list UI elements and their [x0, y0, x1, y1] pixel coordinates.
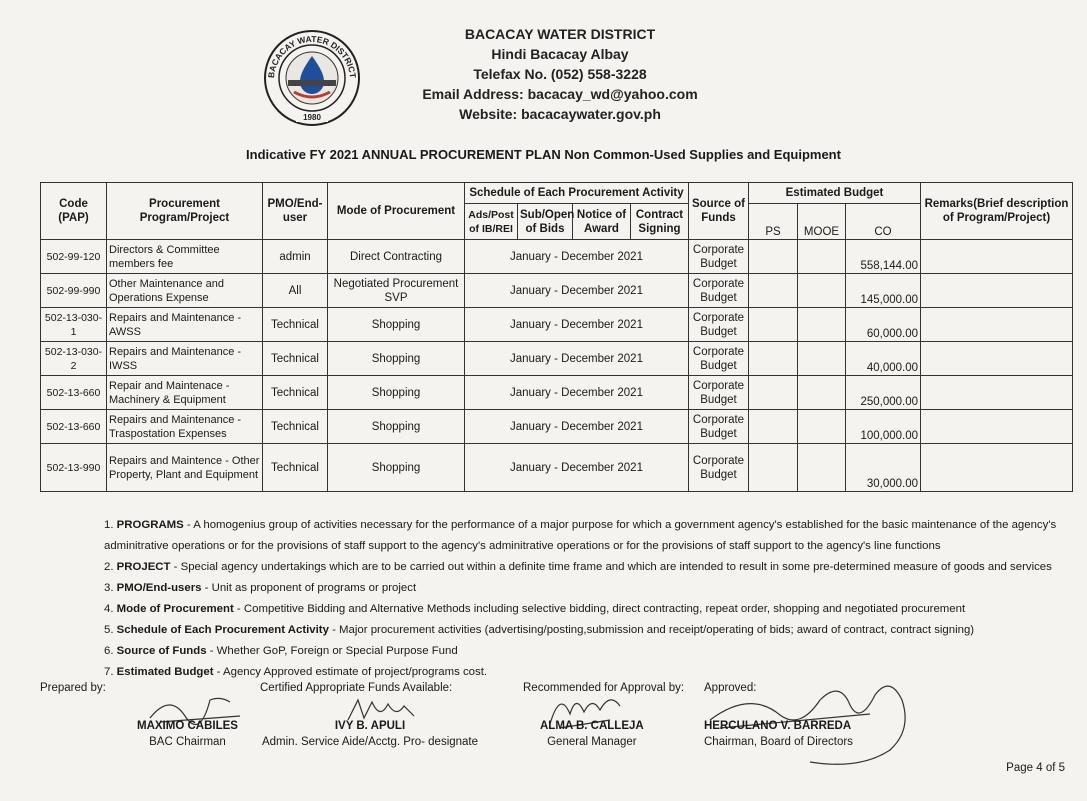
cell-pmo: Technical [263, 444, 328, 492]
cell-mooe [798, 376, 846, 410]
cell-source: Corporate Budget [689, 410, 749, 444]
cell-mode: Shopping [328, 376, 465, 410]
letterhead [400, 24, 720, 124]
cell-remarks [921, 444, 1073, 492]
cell-source: Corporate Budget [689, 308, 749, 342]
cell-remarks [921, 274, 1073, 308]
cell-ps [749, 444, 798, 492]
prepared-by-name: MAXIMO CABILES [137, 720, 238, 732]
certified-label: Certified Appropriate Funds Available: [260, 682, 453, 694]
cell-schedule: January - December 2021 [465, 308, 689, 342]
cell-mooe [798, 240, 846, 274]
cell-mode: Shopping [328, 342, 465, 376]
approved-block [704, 720, 853, 748]
cell-code: 502-13-990 [41, 444, 107, 492]
cell-pmo: Technical [263, 376, 328, 410]
certified-title: Admin. Service Aide/Acctg. Pro- designate [261, 736, 479, 748]
cell-source: Corporate Budget [689, 240, 749, 274]
header-program: Procurement Program/Project [107, 183, 263, 240]
table-row [41, 308, 1073, 342]
cell-remarks [921, 240, 1073, 274]
cell-source: Corporate Budget [689, 342, 749, 376]
cell-remarks [921, 308, 1073, 342]
cell-program: Repairs and Maintenance - IWSS [107, 342, 263, 376]
org-website: Website: bacacaywater.gov.ph [459, 106, 661, 122]
header-budget: Estimated Budget [749, 183, 921, 204]
approved-label: Approved: [704, 682, 757, 694]
cell-remarks [921, 410, 1073, 444]
header-ps: PS [749, 204, 798, 240]
org-email: Email Address: bacacay_wd@yahoo.com [422, 86, 698, 102]
org-name: BACACAY WATER DISTRICT [464, 26, 656, 42]
cell-ps [749, 240, 798, 274]
cell-ps [749, 308, 798, 342]
cell-source: Corporate Budget [689, 444, 749, 492]
certified-block [260, 720, 480, 748]
cell-pmo: All [263, 274, 328, 308]
certified-name: IVY B. APULI [334, 720, 406, 732]
cell-co: 558,144.00 [846, 240, 921, 274]
header-mooe: MOOE [798, 204, 846, 240]
org-location: Hindi Bacacay Albay [491, 46, 629, 62]
note-item: 3. PMO/End-users - Unit as proponent of programs or project [104, 582, 417, 594]
cell-schedule: January - December 2021 [465, 274, 689, 308]
table-row [41, 376, 1073, 410]
cell-remarks [921, 342, 1073, 376]
approved-name: HERCULANO V. BARREDA [704, 720, 852, 732]
page-number: Page 4 of 5 [1006, 762, 1065, 774]
cell-pmo: admin [263, 240, 328, 274]
cell-schedule: January - December 2021 [465, 240, 689, 274]
cell-mode: Shopping [328, 444, 465, 492]
note-item: 7. Estimated Budget - Agency Approved estimate of project/programs cost. [104, 666, 488, 678]
cell-mooe [798, 342, 846, 376]
cell-schedule: January - December 2021 [465, 342, 689, 376]
cell-pmo: Technical [263, 342, 328, 376]
table-row [41, 342, 1073, 376]
header-ads: Ads/Post of IB/REI [465, 204, 518, 240]
cell-code: 502-13-660 [41, 376, 107, 410]
cell-program: Repairs and Maintenance - Traspostation Expenses [107, 410, 263, 444]
prepared-by-label: Prepared by: [40, 682, 106, 694]
cell-source: Corporate Budget [689, 274, 749, 308]
header-code: Code (PAP) [41, 183, 107, 240]
recommended-title: General Manager [547, 736, 637, 748]
note-item: 6. Source of Funds - Whether GoP, Foreign or Special Purpose Fund [104, 645, 458, 657]
cell-ps [749, 274, 798, 308]
note-item: 4. Mode of Procurement - Competitive Bidding and Alternative Methods including selective bidding, direct contracting, repeat order, shopping and negotiated procurement [104, 603, 966, 615]
header-contract: Contract Signing [631, 204, 689, 240]
cell-program: Repair and Maintenace - Machinery & Equipment [107, 376, 263, 410]
note-item: 2. PROJECT - Special agency undertakings which are to be carried out within a definite time frame and which are intended to result in some pre-determined measure of goods and services [104, 561, 1052, 573]
cell-co: 60,000.00 [846, 308, 921, 342]
cell-ps [749, 342, 798, 376]
cell-co: 145,000.00 [846, 274, 921, 308]
cell-schedule: January - December 2021 [465, 410, 689, 444]
cell-mode: Direct Contracting [328, 240, 465, 274]
recommended-name: ALMA B. CALLEJA [540, 720, 644, 732]
cell-mode: Shopping [328, 410, 465, 444]
cell-code: 502-13-030-2 [41, 342, 107, 376]
cell-ps [749, 376, 798, 410]
cell-pmo: Technical [263, 308, 328, 342]
header-mode: Mode of Procurement [328, 183, 465, 240]
recommended-block [540, 720, 644, 748]
header-sub: Sub/Open of Bids [518, 204, 573, 240]
prepared-by-block [137, 720, 238, 748]
cell-co: 250,000.00 [846, 376, 921, 410]
cell-program: Other Maintenance and Operations Expense [107, 274, 263, 308]
table-row [41, 274, 1073, 308]
cell-code: 502-99-990 [41, 274, 107, 308]
cell-ps [749, 410, 798, 444]
recommended-label: Recommended for Approval by: [523, 682, 685, 694]
header-notice: Notice of Award [573, 204, 631, 240]
cell-schedule: January - December 2021 [465, 376, 689, 410]
note-item: 5. Schedule of Each Procurement Activity - Major procurement activities (advertising/posting,submission and receipt/operating of bids; award of contract, contract signing) [104, 624, 975, 636]
table-row [41, 240, 1073, 274]
cell-mooe [798, 410, 846, 444]
cell-source: Corporate Budget [689, 376, 749, 410]
plan-title: Indicative FY 2021 ANNUAL PROCUREMENT PLAN Non Common-Used Supplies and Equipment [246, 147, 841, 162]
cell-mooe [798, 444, 846, 492]
procurement-table [40, 182, 1073, 492]
cell-pmo: Technical [263, 410, 328, 444]
cell-code: 502-13-030-1 [41, 308, 107, 342]
cell-mooe [798, 308, 846, 342]
cell-code: 502-99-120 [41, 240, 107, 274]
cell-program: Repairs and Maintenance - AWSS [107, 308, 263, 342]
table-row [41, 444, 1073, 492]
table-row [41, 410, 1073, 444]
header-pmo: PMO/End-user [263, 183, 328, 240]
cell-schedule: January - December 2021 [465, 444, 689, 492]
cell-co: 40,000.00 [846, 342, 921, 376]
header-remarks: Remarks(Brief description of Program/Project) [921, 183, 1073, 240]
water-district-logo [258, 28, 366, 128]
cell-mode: Negotiated Procurement SVP [328, 274, 465, 308]
logo-year: 1980 [303, 113, 321, 122]
approved-title: Chairman, Board of Directors [704, 736, 853, 748]
cell-code: 502-13-660 [41, 410, 107, 444]
cell-mode: Shopping [328, 308, 465, 342]
org-telefax: Telefax No. (052) 558-3228 [473, 66, 647, 82]
cell-program: Repairs and Maintence - Other Property, Plant and Equipment [107, 444, 263, 492]
cell-mooe [798, 274, 846, 308]
cell-remarks [921, 376, 1073, 410]
prepared-by-title: BAC Chairman [149, 736, 226, 748]
cell-co: 100,000.00 [846, 410, 921, 444]
note-item: 1. PROGRAMS - A homogenius group of activities necessary for the performance of a major purpose for which a government agency's established for the basic maintenance of the agency's adminitrative operations or for the provisions of staff support to the agency's adminitrative operations or for the provisions of staff support to the agency's line functions [104, 519, 1057, 552]
header-schedule: Schedule of Each Procurement Activity [465, 183, 689, 204]
header-source: Source of Funds [689, 183, 749, 240]
logo-text: BACACAY WATER DISTRICT [265, 33, 358, 79]
cell-program: Directors & Committee members fee [107, 240, 263, 274]
definitions-notes [104, 515, 1064, 683]
header-co: CO [846, 204, 921, 240]
cell-co: 30,000.00 [846, 444, 921, 492]
